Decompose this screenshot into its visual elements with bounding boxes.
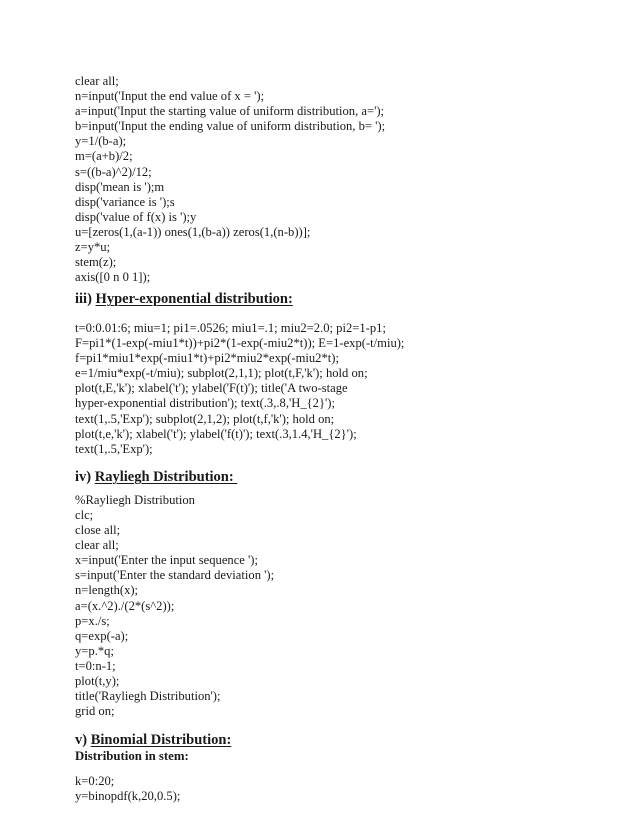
section-heading-binomial [75,731,595,749]
code-line: close all; [75,523,121,538]
section-title: Binomial Distribution: [90,732,232,749]
code-line: e=1/miu*exp(-t/miu); subplot(2,1,1); plot(t,F,'k'); hold on; [75,366,368,381]
code-line: stem(z); [75,255,117,270]
code-line: z=y*u; [75,240,111,255]
code-line: plot(t,E,'k'); xlabel('t'); ylabel('F(t)'); title('A two-stage [75,381,348,396]
code-line: k=0:20; [75,773,115,788]
code-line: title('Rayliegh Distribution'); [75,689,221,704]
code-line: u=[zeros(1,(a-1)) ones(1,(b-a)) zeros(1,(n-b))]; [75,224,311,239]
code-line: clear all; [75,74,119,88]
code-line: hyper-exponential distribution'); text(.3,.8,'H_{2}'); [75,396,335,411]
code-line: axis([0 n 0 1]); [75,270,151,285]
code-line: n=length(x); [75,583,139,598]
code-line: disp('variance is ');s [75,194,175,209]
code-line: n=input('Input the end value of x = '); [75,89,265,104]
code-line: t=0:0.01:6; miu=1; pi1=.0526; miu1=.1; miu2=2.0; pi2=1-p1; [75,321,386,335]
rayliegh-code [75,493,595,719]
code-line: a=(x.^2)./(2*(s^2)); [75,598,175,613]
code-line: t=0:n-1; [75,658,116,673]
code-line: p=x./s; [75,613,110,628]
code-line: plot(t,y); [75,673,120,688]
code-line: clear all; [75,538,119,553]
code-line: a=input('Input the starting value of uniform distribution, a='); [75,104,385,119]
hyper-exponential-code [75,321,595,457]
code-line: s=input('Enter the standard deviation '); [75,568,275,583]
code-line: y=p.*q; [75,643,114,658]
code-line: y=1/(b-a); [75,134,127,149]
subsection-heading: Distribution in stem: [75,749,189,764]
section-title: Hyper-exponential distribution: [95,291,293,307]
code-line: grid on; [75,704,115,719]
binomial-code [75,774,595,804]
code-line: y=binopdf(k,20,0.5); [75,788,181,803]
code-line: disp('mean is ');m [75,179,165,194]
code-line: %Rayliegh Distribution [75,492,195,507]
code-line: q=exp(-a); [75,628,129,643]
section-heading-hyper-exponential [75,290,595,308]
code-line: F=pi1*(1-exp(-miu1*t))+pi2*(1-exp(-miu2*t)); E=1-exp(-t/miu); [75,336,405,351]
section-number: iv) [75,468,95,485]
code-line: plot(t,e,'k'); xlabel('t'); ylabel('f(t)'); text(.3,1.4,'H_{2}'); [75,426,357,441]
code-line: clc; [75,507,94,522]
code-line: x=input('Enter the input sequence '); [75,553,259,568]
code-line: b=input('Input the ending value of uniform distribution, b= '); [75,119,386,134]
code-line: m=(a+b)/2; [75,149,133,164]
code-line: s=((b-a)^2)/12; [75,164,152,179]
uniform-distribution-code [75,74,595,286]
code-line: disp('value of f(x) is ');y [75,209,197,224]
section-heading-rayliegh [75,468,595,486]
code-line: f=pi1*miu1*exp(-miu1*t)+pi2*miu2*exp(-miu2*t); [75,351,339,366]
section-number: iii) [75,291,96,307]
code-line: text(1,.5,'Exp'); subplot(2,1,2); plot(t,f,'k'); hold on; [75,411,335,426]
section-number: v) [75,732,91,749]
section-title: Rayliegh Distribution: [94,468,238,485]
code-line: text(1,.5,'Exp'); [75,441,153,456]
document-page [75,74,595,804]
